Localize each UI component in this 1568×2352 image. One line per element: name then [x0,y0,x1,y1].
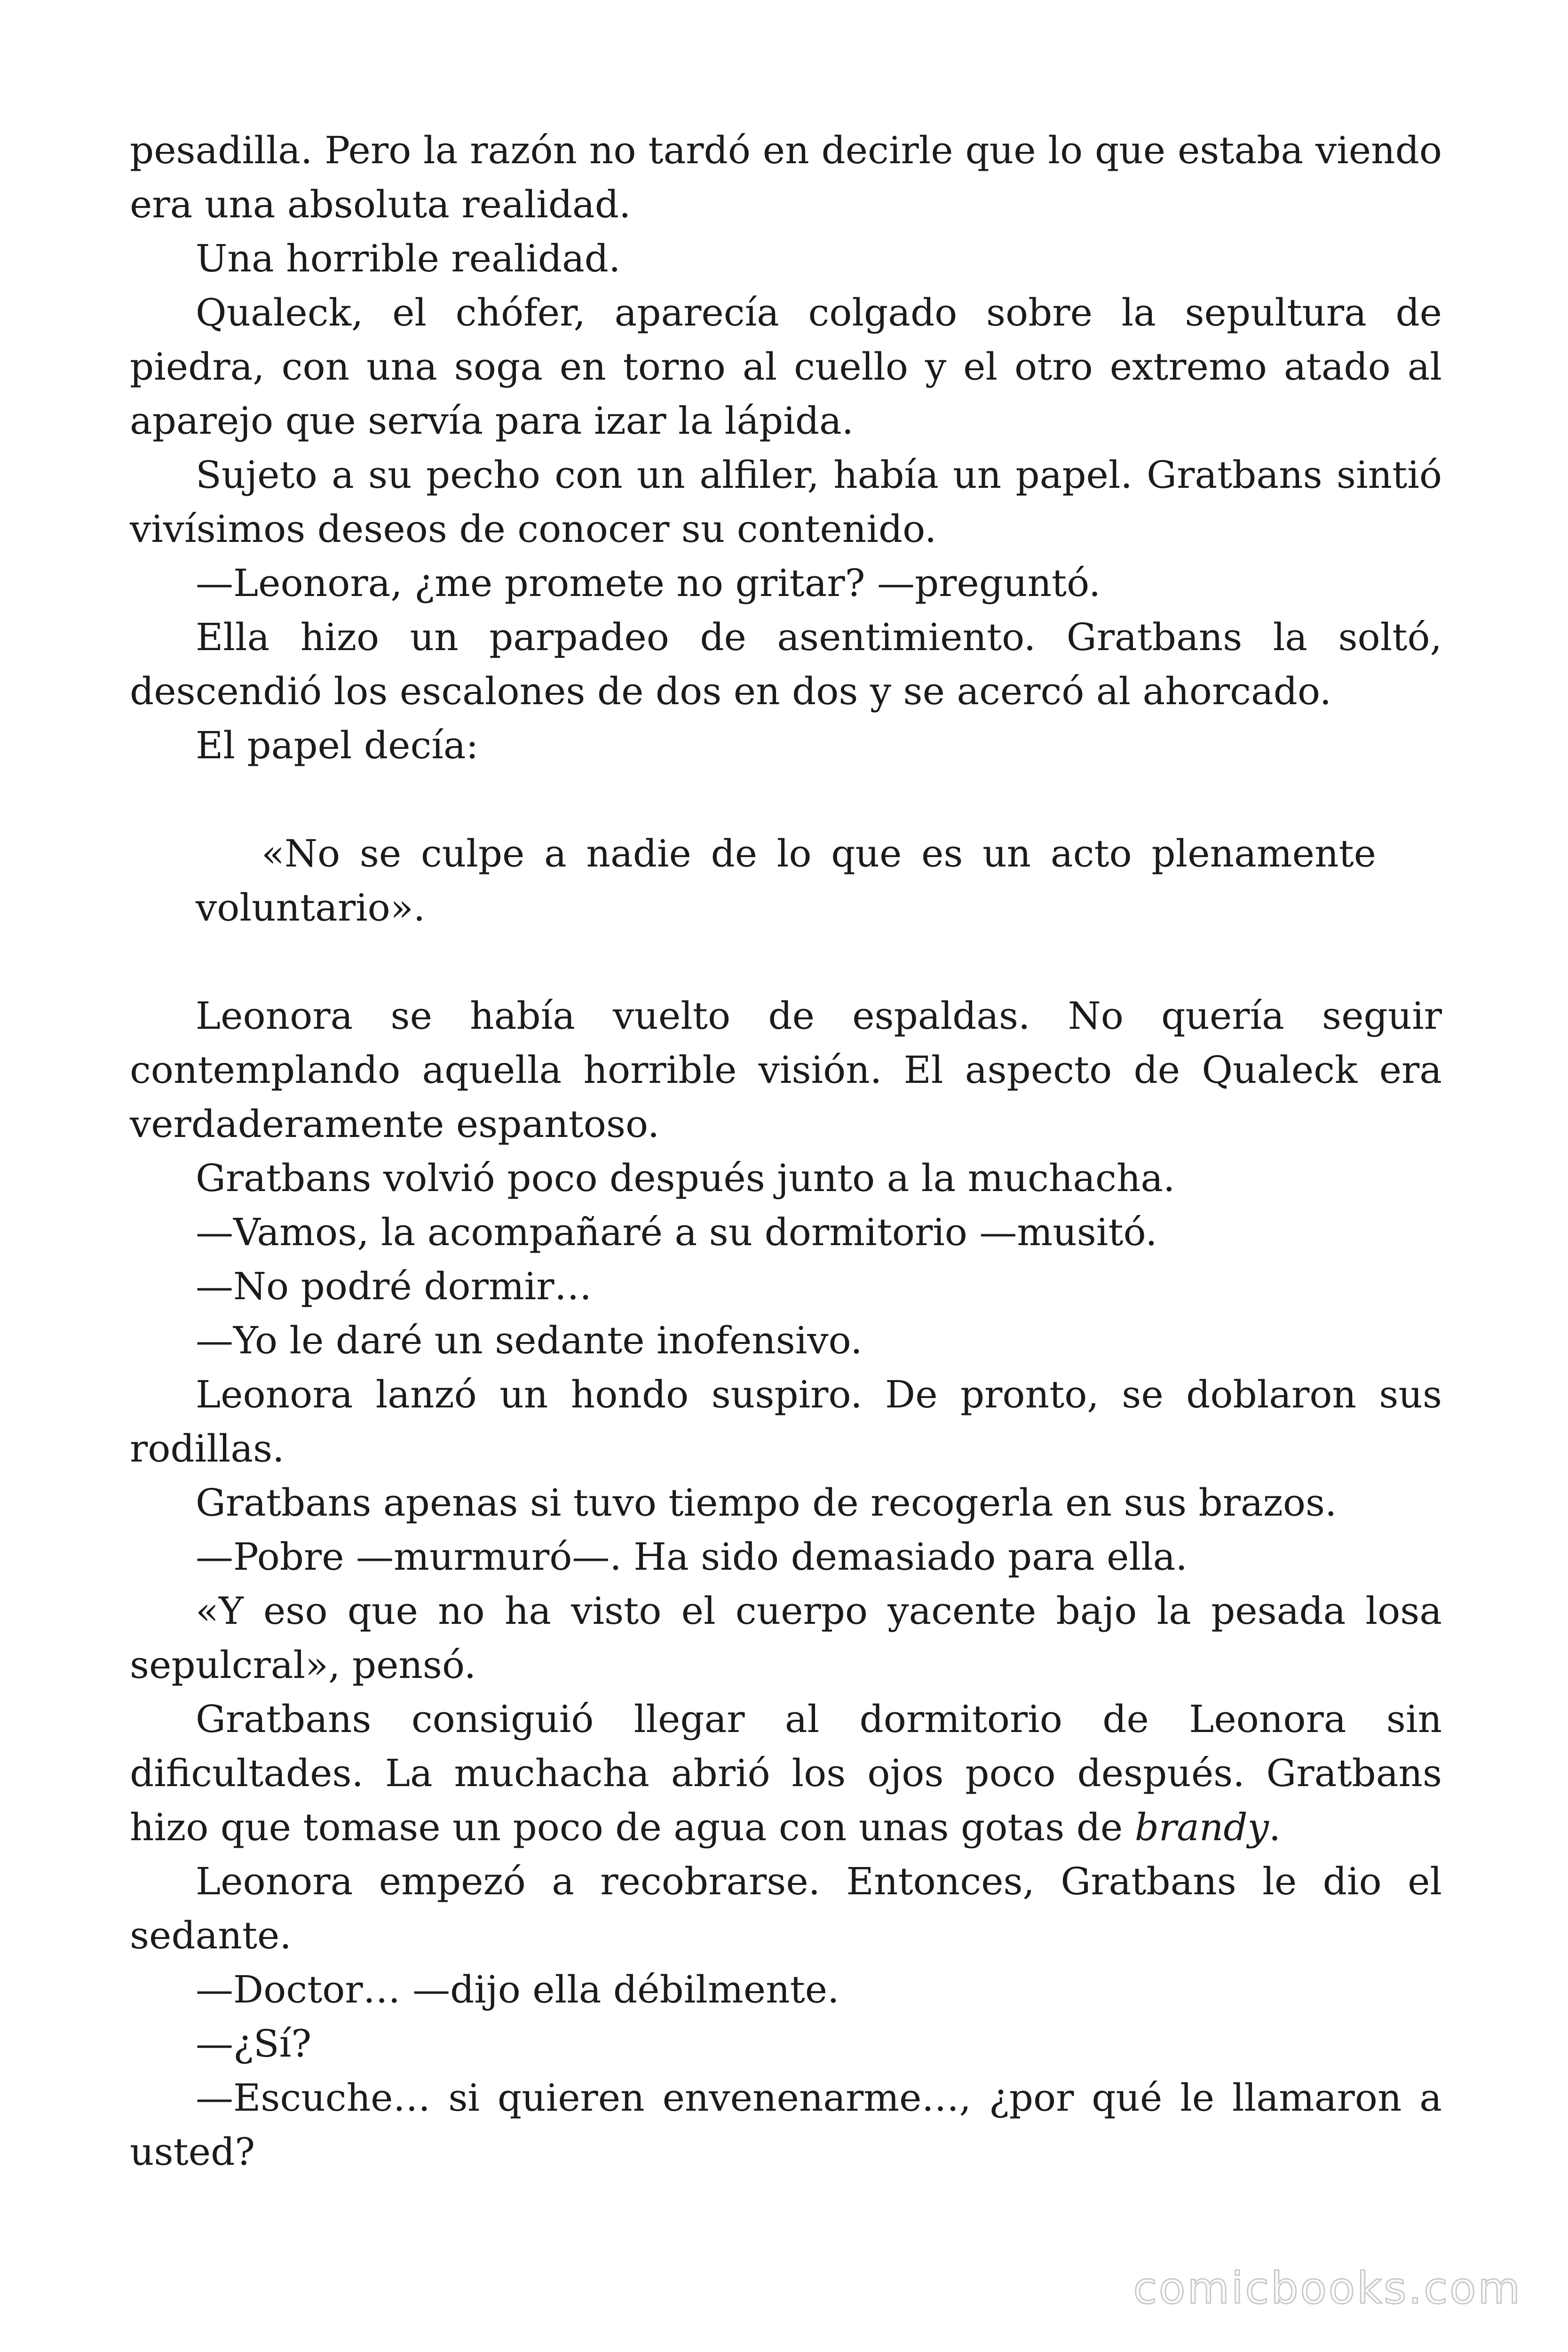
paragraph: —Yo le daré un sedante inofensivo. [196,1319,863,1362]
paragraph: «Y eso que no ha visto el cuerpo yacente bajo la pesada losa sepulcral», pensó. [130,1589,1442,1687]
paragraph: Una horrible realidad. [196,237,621,280]
paragraph: —Escuche… si quieren envenenarme…, ¿por qué le llamaron a usted? [130,2076,1442,2174]
paragraph-tail: . [1268,1805,1281,1849]
paragraph: Leonora se había vuelto de espaldas. No quería seguir contemplando aquella horrible visión. El aspecto de Qualeck era verdaderamente espantoso. [130,994,1442,1146]
paragraph: —Leonora, ¿me promete no gritar? —preguntó. [196,561,1101,605]
paragraph: Gratbans apenas si tuvo tiempo de recogerla en sus brazos. [196,1481,1337,1525]
paragraph: —Vamos, la acompañaré a su dormitorio —musitó. [196,1210,1157,1254]
block-quote: «No se culpe a nadie de lo que es un acto plenamente voluntario». [196,832,1376,930]
paragraph [130,1692,1442,1854]
paragraph-text: Gratbans consiguió llegar al dormitorio de Leonora sin dificultades. La muchacha abrió los ojos poco después. Gratbans hizo que tomase un poco de agua con unas gotas de [130,1697,1442,1849]
spacer [130,935,1442,989]
italic-word: brandy [1134,1805,1269,1849]
paragraph: Leonora lanzó un hondo suspiro. De pronto, se doblaron sus rodillas. [130,1373,1442,1470]
book-page [130,123,1442,2179]
paragraph: Qualeck, el chófer, aparecía colgado sobre la sepultura de piedra, con una soga en torno al cuello y el otro extremo atado al aparejo que servía para izar la lápida. [130,291,1442,443]
paragraph: Leonora empezó a recobrarse. Entonces, Gratbans le dio el sedante. [130,1859,1442,1957]
spacer [130,772,1442,826]
paragraph: —Pobre —murmuró—. Ha sido demasiado para ella. [196,1535,1188,1579]
paragraph: —Doctor… —dijo ella débilmente. [196,1968,839,2011]
paragraph: El papel decía: [196,723,479,767]
watermark: comicbooks.com [1133,2263,1522,2313]
paragraph: Gratbans volvió poco después junto a la muchacha. [196,1156,1175,1200]
paragraph: pesadilla. Pero la razón no tardó en decirle que lo que estaba viendo era una absoluta realidad. [130,128,1442,226]
paragraph: —¿Sí? [196,2022,312,2066]
paragraph: Sujeto a su pecho con un alfiler, había un papel. Gratbans sintió vivísimos deseos de conocer su contenido. [130,453,1442,551]
paragraph: —No podré dormir… [196,1264,592,1308]
paragraph: Ella hizo un parpadeo de asentimiento. Gratbans la soltó, descendió los escalones de dos en dos y se acercó al ahorcado. [130,615,1442,713]
